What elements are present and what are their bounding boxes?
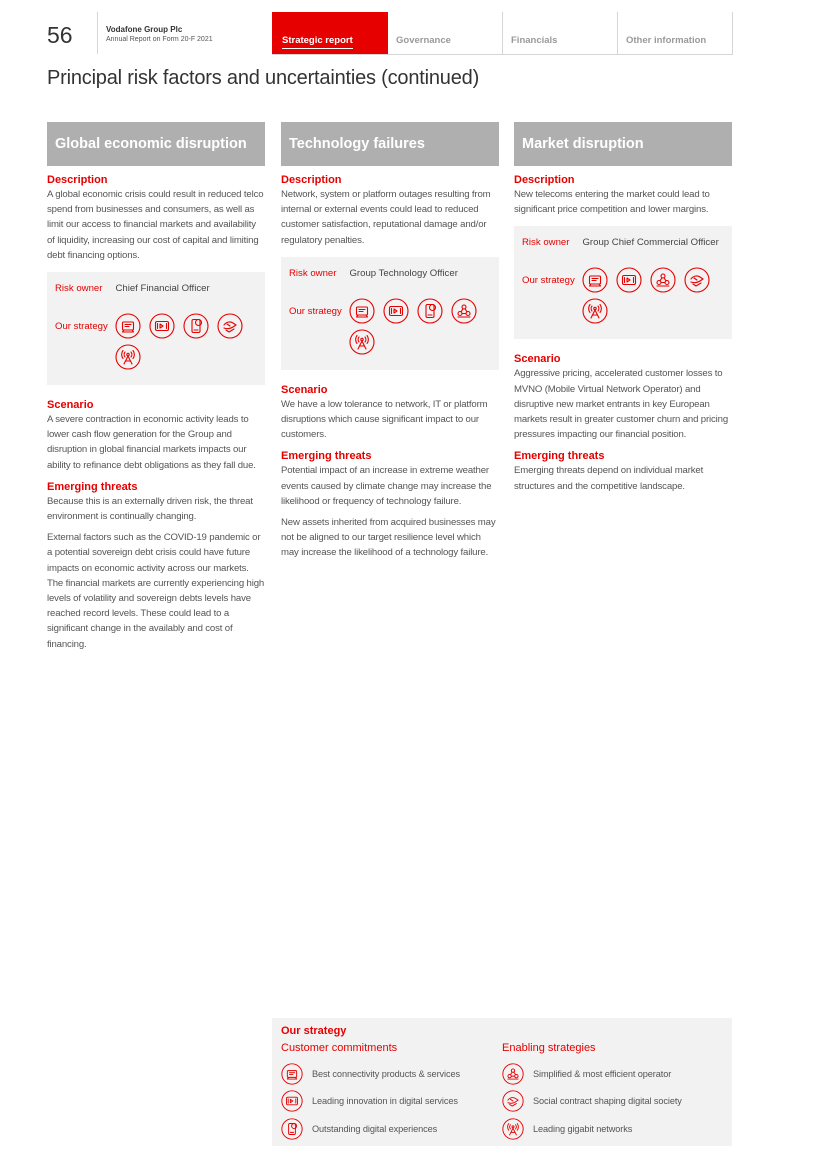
risk-owner-box [281,257,499,370]
our-strategy-label: Our strategy [522,275,575,287]
legend-item [281,1115,502,1143]
risk-owner-value: Chief Financial Officer [115,283,210,295]
connectivity-icon [115,313,141,339]
legend-item [502,1088,723,1116]
legend-item-label: Social contract shaping digital society [533,1096,682,1107]
risk-owner-box [514,226,732,339]
risk-owner-label: Risk owner [522,237,570,249]
legend-item [281,1060,502,1088]
legend-item [502,1060,723,1088]
tab-financials[interactable]: Financials [503,12,618,54]
scenario-text: Aggressive pricing, accelerated customer losses to MVNO (Mobile Virtual Network Operator) and disruptive new market entrants in key European markets result in greater customer churn and pricing pressures impacting our financial position. [514,368,729,441]
operator-icon [502,1063,524,1085]
risk-title: Global economic disruption [47,122,265,166]
company-name: Vodafone Group Plc [106,25,183,34]
legend-item-label: Outstanding digital experiences [312,1123,438,1134]
digital-experience-icon [417,298,443,324]
risk-owner-box [47,272,265,385]
strategy-legend [272,1018,732,1146]
emerging-threats-heading: Emerging threats [47,480,138,493]
page-number: 56 [47,22,73,48]
scenario-text: We have a low tolerance to network, IT or platform disruptions which cause significant impact to our customers. [281,398,488,441]
risk-column [47,122,265,652]
header-rule [272,54,733,55]
risk-owner-label: Risk owner [289,267,337,279]
risk-title: Market disruption [514,122,732,166]
digital-services-icon [281,1090,303,1112]
social-contract-icon [217,313,243,339]
legend-item [502,1115,723,1143]
emerging-threat-text: Emerging threats depend on individual market structures and the competitive landscape. [514,465,704,492]
connectivity-icon [281,1063,303,1085]
strategy-icons [349,298,489,360]
social-contract-icon [684,267,710,293]
digital-services-icon [149,313,175,339]
social-contract-icon [502,1090,524,1112]
risk-owner-value: Group Technology Officer [349,267,458,279]
page-title: Principal risk factors and uncertainties (continued) [47,67,480,89]
tab-other-information[interactable]: Other information [618,12,733,54]
tab-label: Strategic report [282,35,353,49]
emerging-threats-heading: Emerging threats [514,450,605,463]
legend-item-label: Leading innovation in digital services [312,1096,458,1107]
risk-owner-label: Risk owner [55,283,103,295]
digital-experience-icon [183,313,209,339]
emerging-threat-text: New assets inherited from acquired businesses may not be aligned to our target resilience level which may increase the likelihood of a technology failure. [281,517,496,559]
digital-experience-icon [281,1118,303,1140]
risk-column [514,122,732,494]
our-strategy-label: Our strategy [55,321,108,333]
header-divider [97,12,98,54]
description-heading: Description [514,174,575,186]
gigabit-network-icon [115,344,141,370]
risk-title: Technology failures [281,122,499,166]
operator-icon [650,267,676,293]
gigabit-network-icon [349,329,375,355]
connectivity-icon [582,267,608,293]
description-text: A global economic crisis could result in reduced telco spend from businesses and consumers, as well as limit our access to financial markets and availability of liquidity, increasing our cost of capital and limiting debt financing options. [47,189,264,261]
gigabit-network-icon [582,298,608,324]
strategy-icons [582,267,722,329]
risk-owner-value: Group Chief Commercial Officer [582,237,719,249]
customer-commitments-heading: Customer commitments [281,1042,398,1054]
digital-services-icon [616,267,642,293]
customer-commitments [281,1042,502,1143]
description-text: Network, system or platform outages resulting from internal or external events could lead to reduced customer satisfaction, reputational damage and/or regulatory penalties. [281,189,491,246]
scenario-text: A severe contraction in economic activity leads to lower cash flow generation for the Group and disruption in global financial markets impacts our ability to refinance debt obligations as they fall due. [47,414,256,471]
tab-strategic-report[interactable] [272,12,388,54]
scenario-heading: Scenario [281,383,328,396]
gigabit-network-icon [502,1118,524,1140]
description-text: New telecoms entering the market could lead to significant price competition and lower margins. [514,189,710,216]
description-heading: Description [47,174,108,186]
enabling-strategies-heading: Enabling strategies [502,1042,596,1054]
description-heading: Description [281,174,342,186]
legend-item-label: Best connectivity products & services [312,1068,460,1079]
emerging-threat-text: Because this is an externally driven risk, the threat environment is continually changing. [47,495,253,523]
strategy-icons [115,313,255,375]
digital-services-icon [383,298,409,324]
emerging-threats-heading: Emerging threats [281,450,372,463]
our-strategy-label: Our strategy [289,305,342,317]
legend-title: Our strategy [281,1025,347,1037]
legend-item-label: Simplified & most efficient operator [533,1068,672,1079]
legend-item [281,1088,502,1116]
connectivity-icon [349,298,375,324]
emerging-threat-text: External factors such as the COVID-19 pandemic or a potential sovereign debt crisis could have future impacts on economic activity across our markets. The financial markets are currently experiencing high levels of volatility and sovereign debts levels have reached record levels. These could lead to a significant change in the availably and cost of financing. [47,532,265,650]
report-subtitle: Annual Report on Form 20-F 2021 [106,36,213,43]
emerging-threat-text: Potential impact of an increase in extreme weather events caused by climate change may increase the likelihood or frequency of technology failure. [281,465,492,507]
scenario-heading: Scenario [514,353,561,366]
legend-item-label: Leading gigabit networks [533,1123,633,1134]
tab-governance[interactable]: Governance [388,12,503,54]
risk-column [281,122,499,561]
scenario-heading: Scenario [47,399,94,412]
enabling-strategies [502,1042,723,1143]
operator-icon [451,298,477,324]
